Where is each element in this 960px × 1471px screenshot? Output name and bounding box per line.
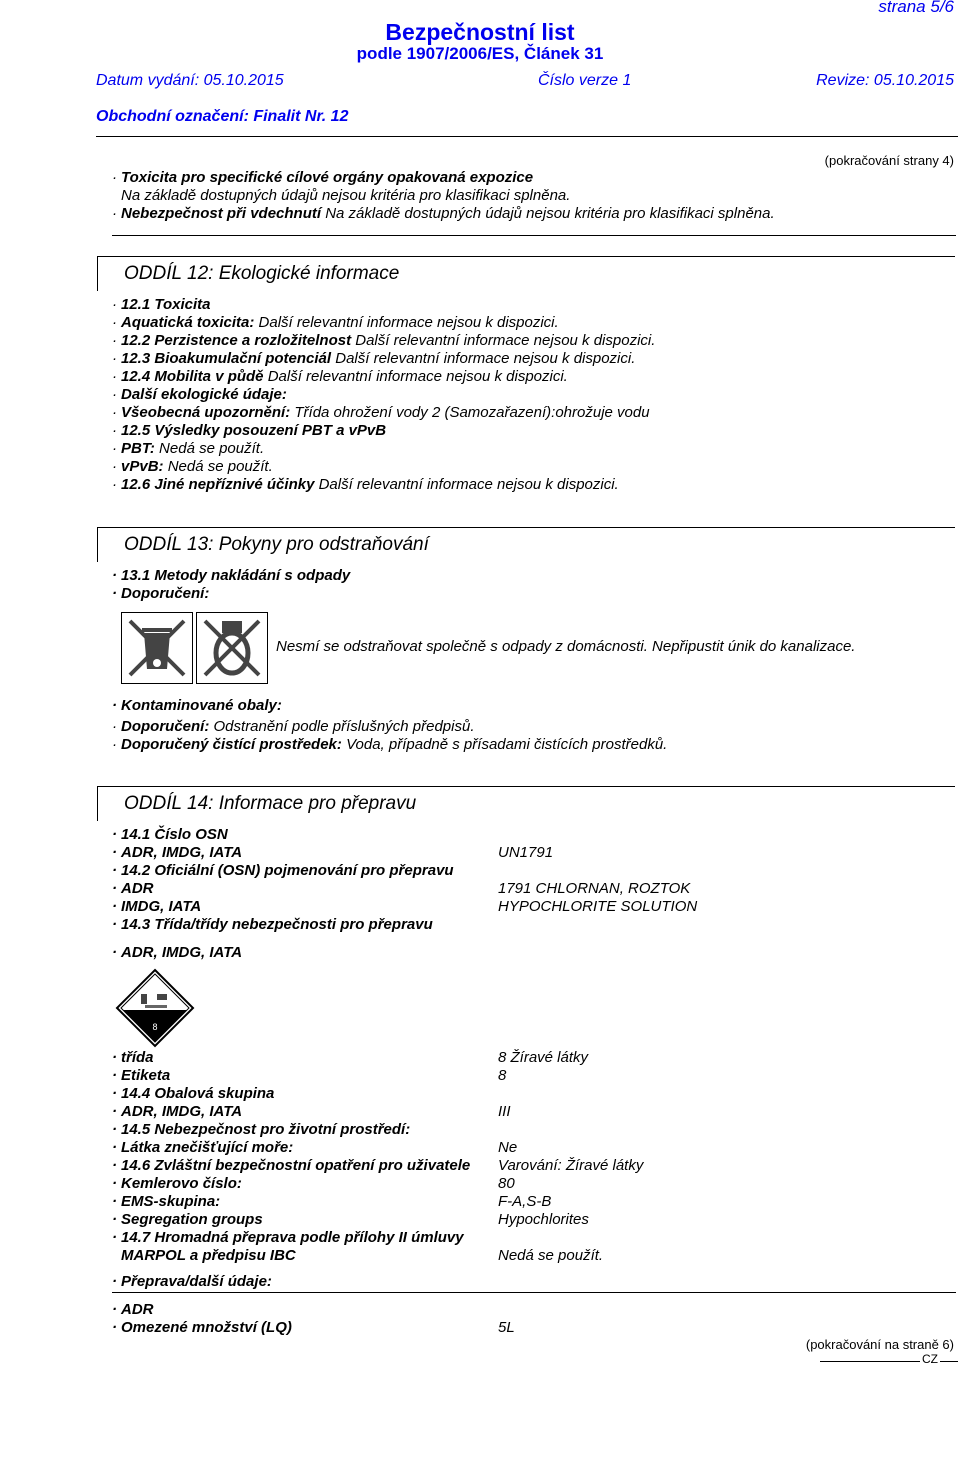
marpol-line-2: MARPOL a předpisu IBC: [121, 1247, 296, 1264]
bullet: ·: [112, 296, 117, 313]
row-key: EMS-skupina:: [121, 1193, 221, 1210]
section-12-header: [97, 256, 955, 291]
bullet: ·: [112, 1121, 117, 1138]
row-key: 14.1 Číslo OSN: [121, 826, 228, 843]
section-14-title: ODDÍL 14: Informace pro přepravu: [124, 793, 417, 814]
transport-row-label: [112, 1139, 293, 1156]
item-label: Další ekologické údaje:: [121, 386, 287, 403]
bullet: ·: [112, 916, 117, 933]
bullet: ·: [112, 314, 117, 331]
intro-line-3: · Nebezpečnost při vdechnutí Na základě dostupných údajů nejsou kritéria pro klasifikaci splněna.: [112, 205, 775, 222]
document-subtitle: podle 1907/2006/ES, Článek 31: [356, 44, 604, 63]
no-bin-pictogram: [121, 612, 193, 684]
row-key: 14.4 Obalová skupina: [121, 1085, 275, 1102]
intro-divider: [112, 235, 956, 236]
row-key: ADR: [121, 880, 154, 897]
item-label: Aquatická toxicita:: [121, 314, 255, 331]
bullet: ·: [112, 844, 117, 861]
waste-methods: · 13.1 Metody nakládání s odpady: [112, 567, 351, 584]
item-text: Další relevantní informace nejsou k dispozici.: [263, 368, 568, 385]
transport-row-value: 8: [498, 1067, 507, 1084]
corrosive-diamond-icon: [115, 968, 195, 1048]
transport-row-label: [112, 1067, 170, 1084]
item-text: Další relevantní informace nejsou k dispozici.: [351, 332, 656, 349]
transport-row-value: 80: [498, 1175, 515, 1192]
item-text: Další relevantní informace nejsou k dispozici.: [331, 350, 636, 367]
transport-row-label: [112, 844, 242, 861]
item-text: Nedá se použít.: [163, 458, 273, 475]
transport-row-label: [112, 898, 201, 915]
transport-row-label: [112, 1211, 263, 1228]
bullet: ·: [112, 1175, 117, 1192]
revision-date: Revize: 05.10.2015: [816, 72, 954, 89]
disposal-text: Nesmí se odstraňovat společně s odpady z domácnosti. Nepřipustit únik do kanalizace.: [276, 638, 856, 655]
intro-line-1: · Toxicita pro specifické cílové orgány opakovaná expozice: [112, 169, 534, 186]
intro-line-2: Na základě dostupných údajů nejsou kritéria pro klasifikaci splněna.: [121, 187, 571, 204]
row-key: 14.6 Zvláštní bezpečnostní opatření pro uživatele: [121, 1157, 471, 1174]
item-label: 12.5 Výsledky posouzení PBT a vPvB: [121, 422, 387, 439]
bullet: ·: [112, 1211, 117, 1228]
hazard-class-modes: · ADR, IMDG, IATA: [112, 944, 243, 961]
transport-row-label: [112, 1157, 470, 1174]
waste-recommendation-label: · Doporučení:: [112, 585, 210, 602]
crossed-bin-icon: [122, 613, 192, 683]
continued-from: (pokračování strany 4): [824, 153, 954, 168]
row-key: IMDG, IATA: [121, 898, 202, 915]
section-14-header: [97, 786, 955, 821]
bullet: ·: [112, 826, 117, 843]
item-label: 12.4 Mobilita v půdě: [121, 368, 264, 385]
section-13-header: [97, 527, 955, 562]
item-text: Další relevantní informace nejsou k dispozici.: [254, 314, 559, 331]
transport-row-value: Ne: [498, 1139, 518, 1156]
bullet: ·: [112, 458, 117, 475]
marpol-line-1: · 14.7 Hromadná přeprava podle přílohy II úmluvy: [112, 1229, 464, 1246]
row-key: Etiketa: [121, 1067, 171, 1084]
country-code: CZ: [922, 1352, 938, 1366]
crossed-toilet-icon: [197, 613, 267, 683]
recommended-cleaner: · Doporučený čistící prostředek: Voda, případně s přísadami čistících prostředků.: [112, 736, 668, 753]
bullet: ·: [112, 898, 117, 915]
corrosive-hazard-label: [115, 968, 195, 1048]
transport-row-label: [112, 1121, 410, 1138]
bullet: ·: [112, 1049, 117, 1066]
header-divider: [96, 136, 958, 137]
bullet: ·: [112, 404, 117, 421]
section-12-item: [112, 314, 559, 331]
packaging-recommendation: · Doporučení: Odstranění podle příslušných předpisů.: [112, 718, 475, 735]
section-12-item: [112, 350, 635, 367]
document-title: Bezpečnostní list: [385, 19, 575, 45]
bullet: ·: [112, 368, 117, 385]
transport-row-label: [112, 916, 433, 933]
bullet: ·: [112, 476, 117, 493]
trade-name: Obchodní označení: Finalit Nr. 12: [96, 108, 349, 125]
footer-line-left: [820, 1361, 920, 1362]
limited-quantity-label: · Omezené množství (LQ): [112, 1319, 292, 1336]
transport-row-value: F-A,S-B: [498, 1193, 552, 1210]
bullet: ·: [112, 1067, 117, 1084]
section-12-item: [112, 296, 211, 313]
transport-row-value: Varování: Žíravé látky: [498, 1157, 644, 1174]
section-12-item: [112, 332, 655, 349]
transport-row-label: [112, 1175, 242, 1192]
bullet: ·: [112, 1193, 117, 1210]
transport-row-value: UN1791: [498, 844, 554, 861]
transport-row-label: [112, 1049, 154, 1066]
continued-to: (pokračování na straně 6): [805, 1337, 954, 1352]
section-12-item: [112, 458, 273, 475]
item-label: 12.2 Perzistence a rozložitelnost: [121, 332, 352, 349]
limited-quantity-value: 5L: [498, 1319, 515, 1336]
bullet: ·: [112, 880, 117, 897]
row-key: 14.5 Nebezpečnost pro životní prostředí:: [121, 1121, 411, 1138]
section-12-item: [112, 404, 650, 421]
item-text: Další relevantní informace nejsou k dispozici.: [314, 476, 619, 493]
bullet: ·: [112, 386, 117, 403]
issue-date: Datum vydání: 05.10.2015: [96, 72, 284, 89]
section-12-item: [112, 440, 264, 457]
bullet: ·: [112, 1085, 117, 1102]
transport-other: · Přeprava/další údaje:: [112, 1273, 272, 1290]
item-label: 12.3 Bioakumulační potenciál: [121, 350, 332, 367]
section-12-item: [112, 422, 386, 439]
row-key: třída: [121, 1049, 154, 1066]
transport-row-value: 8 Žíravé látky: [498, 1049, 589, 1066]
section-12-item: [112, 386, 287, 403]
row-key: ADR, IMDG, IATA: [121, 844, 243, 861]
version-number: Číslo verze 1: [538, 72, 632, 89]
row-key: 14.3 Třída/třídy nebezpečnosti pro přepravu: [121, 916, 433, 933]
row-key: 14.2 Oficiální (OSN) pojmenování pro přepravu: [121, 862, 454, 879]
transport-row-label: [112, 1085, 274, 1102]
transport-row-label: [112, 826, 228, 843]
transport-row-value: 1791 CHLORNAN, ROZTOK: [498, 880, 691, 897]
label-class-number: 8: [152, 1022, 158, 1032]
bullet: ·: [112, 440, 117, 457]
bullet: ·: [112, 1103, 117, 1120]
row-key: Kemlerovo číslo:: [121, 1175, 242, 1192]
transport-row-label: [112, 1103, 242, 1120]
bullet: ·: [112, 350, 117, 367]
row-key: ADR, IMDG, IATA: [121, 1103, 243, 1120]
item-text: Nedá se použít.: [154, 440, 265, 457]
page-number: strana 5/6: [878, 0, 954, 16]
no-toilet-pictogram: [196, 612, 268, 684]
bullet: ·: [112, 332, 117, 349]
item-label: 12.1 Toxicita: [121, 296, 211, 313]
bullet: ·: [112, 1139, 117, 1156]
transport-row-value: Hypochlorites: [498, 1211, 589, 1228]
bullet: ·: [112, 862, 117, 879]
transport-row-label: [112, 1193, 220, 1210]
contaminated-packaging: · Kontaminované obaly:: [112, 697, 282, 714]
transport-divider: [112, 1292, 956, 1293]
footer-line-right: [940, 1361, 958, 1362]
bullet: ·: [112, 1157, 117, 1174]
item-label: Všeobecná upozornění:: [121, 404, 291, 421]
section-12-title: ODDÍL 12: Ekologické informace: [124, 263, 400, 284]
transport-row-value: HYPOCHLORITE SOLUTION: [498, 898, 698, 915]
bullet: ·: [112, 422, 117, 439]
adr-label: · ADR: [112, 1301, 154, 1318]
row-key: Látka znečišťující moře:: [121, 1139, 294, 1156]
item-label: vPvB:: [121, 458, 164, 475]
item-label: PBT:: [121, 440, 155, 457]
item-label: 12.6 Jiné nepříznivé účinky: [121, 476, 315, 493]
transport-row-label: [112, 862, 454, 879]
row-key: Segregation groups: [121, 1211, 263, 1228]
section-13-title: ODDÍL 13: Pokyny pro odstraňování: [124, 534, 429, 555]
transport-row-label: [112, 880, 154, 897]
section-12-item: [112, 476, 619, 493]
marpol-value: Nedá se použít.: [498, 1247, 604, 1264]
section-12-item: [112, 368, 568, 385]
transport-row-value: III: [498, 1103, 511, 1120]
item-text: Třída ohrožení vody 2 (Samozařazení):ohrožuje vodu: [290, 404, 650, 421]
